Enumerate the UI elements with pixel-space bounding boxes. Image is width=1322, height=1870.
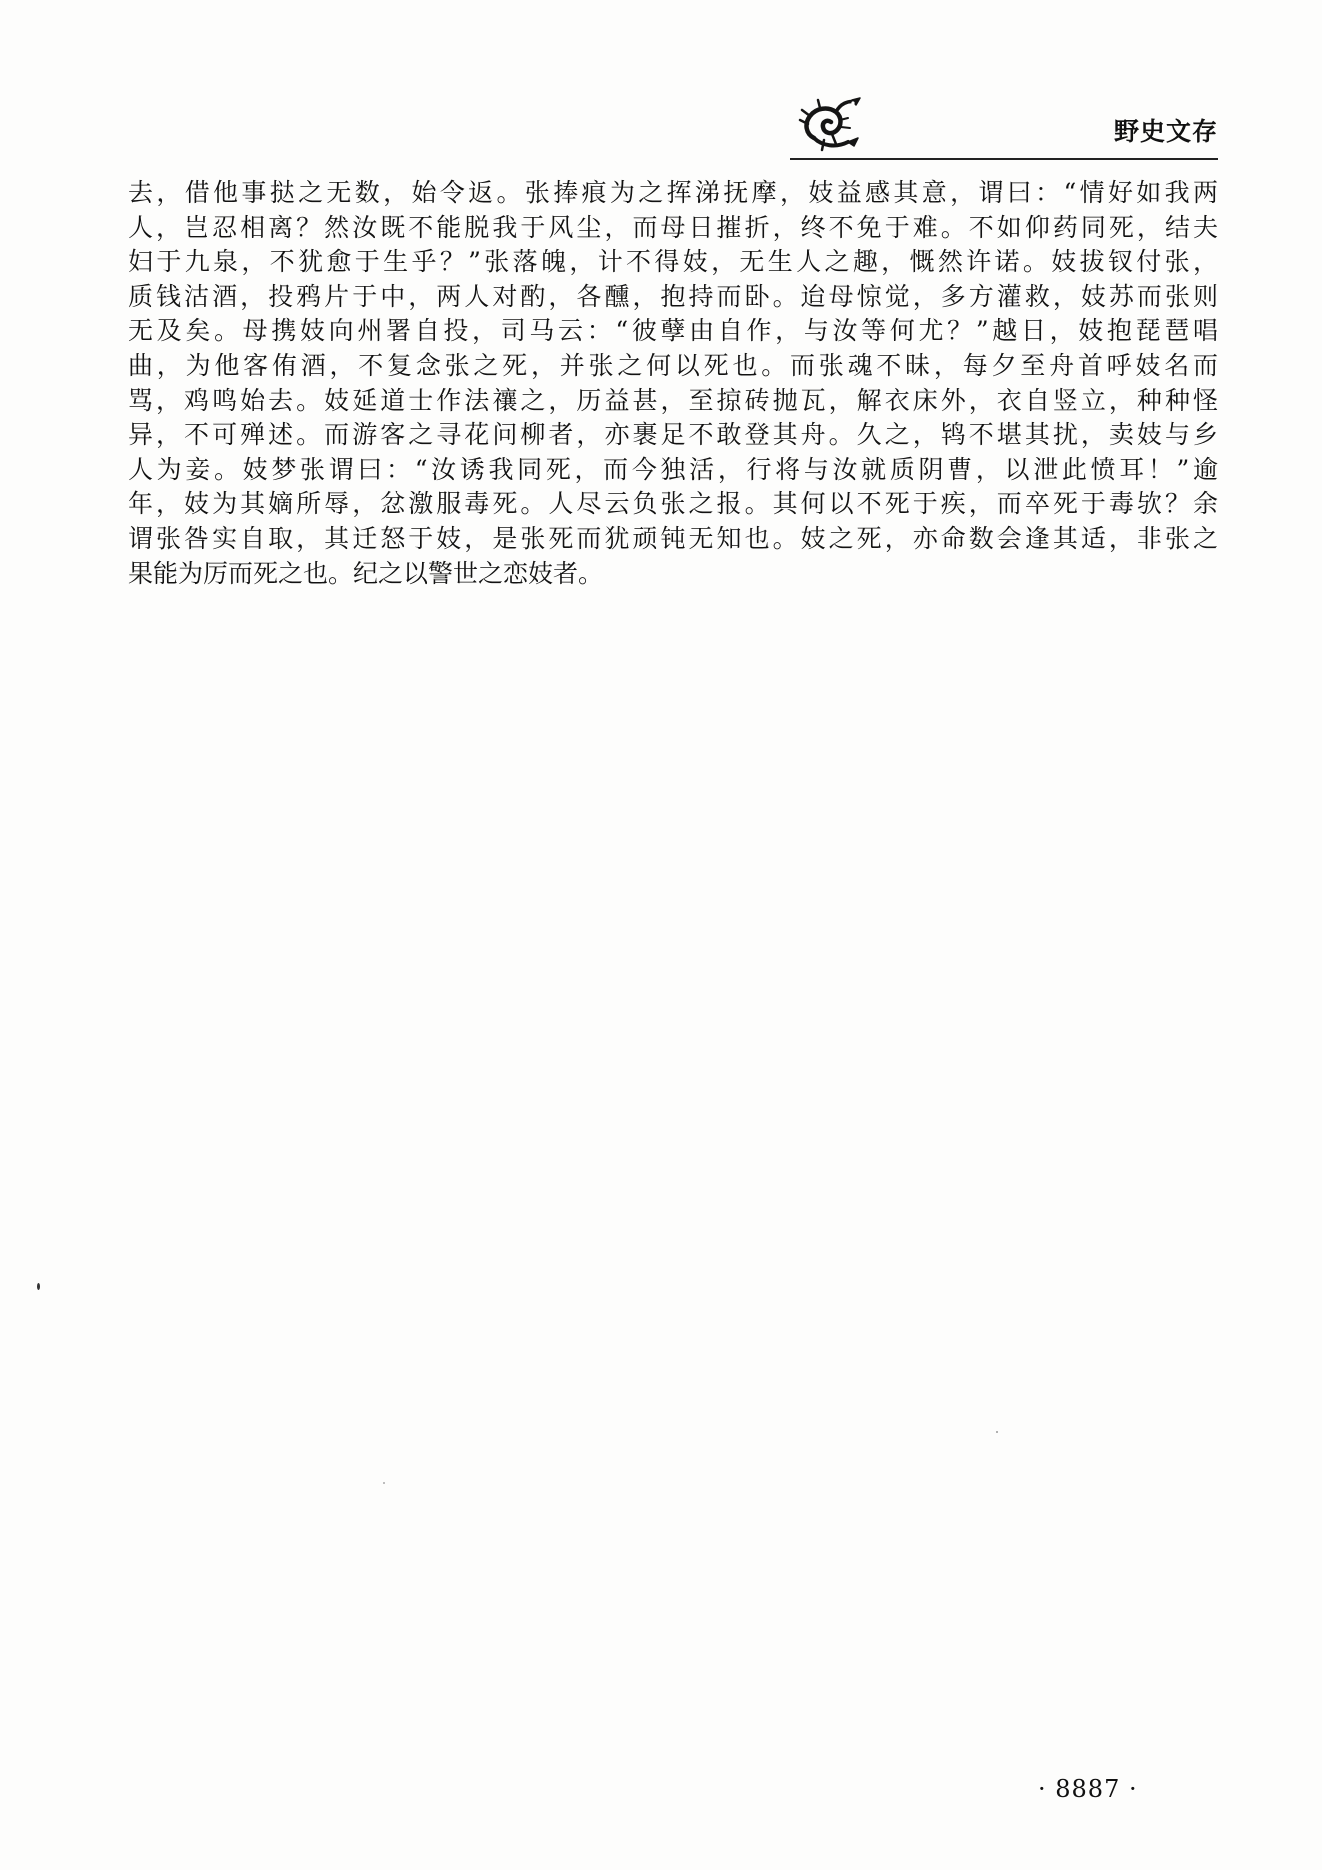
text-line: 人，岂忍相离？然汝既不能脱我于风尘，而母日摧折，终不免于难。不如仰药同死，结夫	[128, 212, 1218, 242]
scan-speck	[37, 1283, 40, 1290]
text-line: 质钱沽酒，投鸦片于中，两人对酌，各醺，抱持而卧。迨母惊觉，多方灌救，妓苏而张则	[128, 281, 1218, 311]
scan-speck	[996, 1431, 998, 1433]
text-line: 去，借他事挞之无数，始令返。张捧痕为之挥涕抚摩，妓益感其意，谓曰：“情好如我两	[128, 178, 1218, 207]
text-line: 人为妾。妓梦张谓曰：“汝诱我同死，而今独活，行将与汝就质阴曹，以泄此愤耳！”逾	[128, 454, 1218, 484]
scan-speck	[383, 1482, 385, 1484]
page-header	[790, 92, 1218, 162]
header-rule	[790, 158, 1218, 160]
page-number: · 8887 ·	[1038, 1775, 1138, 1803]
body-text	[128, 176, 1218, 591]
dragon-emblem-icon	[796, 94, 866, 156]
series-title: 野史文存	[1113, 117, 1218, 146]
text-line: 果能为厉而死之也。纪之以警世之恋妓者。	[128, 558, 604, 588]
text-line: 年，妓为其嫡所辱，忿激服毒死。人尽云负张之报。其何以不死于疾，而卒死于毒欤？余	[128, 489, 1218, 519]
text-line: 异，不可殚述。而游客之寻花问柳者，亦裹足不敢登其舟。久之，鸨不堪其扰，卖妓与乡	[128, 420, 1218, 450]
text-line: 谓张咎实自取，其迁怒于妓，是张死而犹顽钝无知也。妓之死，亦命数会逢其适，非张之	[128, 523, 1218, 553]
text-line: 骂，鸡鸣始去。妓延道士作法禳之，历益甚，至掠砖抛瓦，解衣床外，衣自竖立，种种怪	[128, 385, 1218, 415]
text-line: 妇于九泉，不犹愈于生乎？”张落魄，计不得妓，无生人之趣，慨然许诺。妓拔钗付张，	[128, 247, 1218, 277]
text-line: 无及矣。母携妓向州署自投，司马云：“彼孽由自作，与汝等何尤？”越日，妓抱琵琶唱	[128, 316, 1218, 346]
text-line: 曲，为他客侑酒，不复念张之死，并张之何以死也。而张魂不昧，每夕至舟首呼妓名而	[128, 350, 1218, 380]
